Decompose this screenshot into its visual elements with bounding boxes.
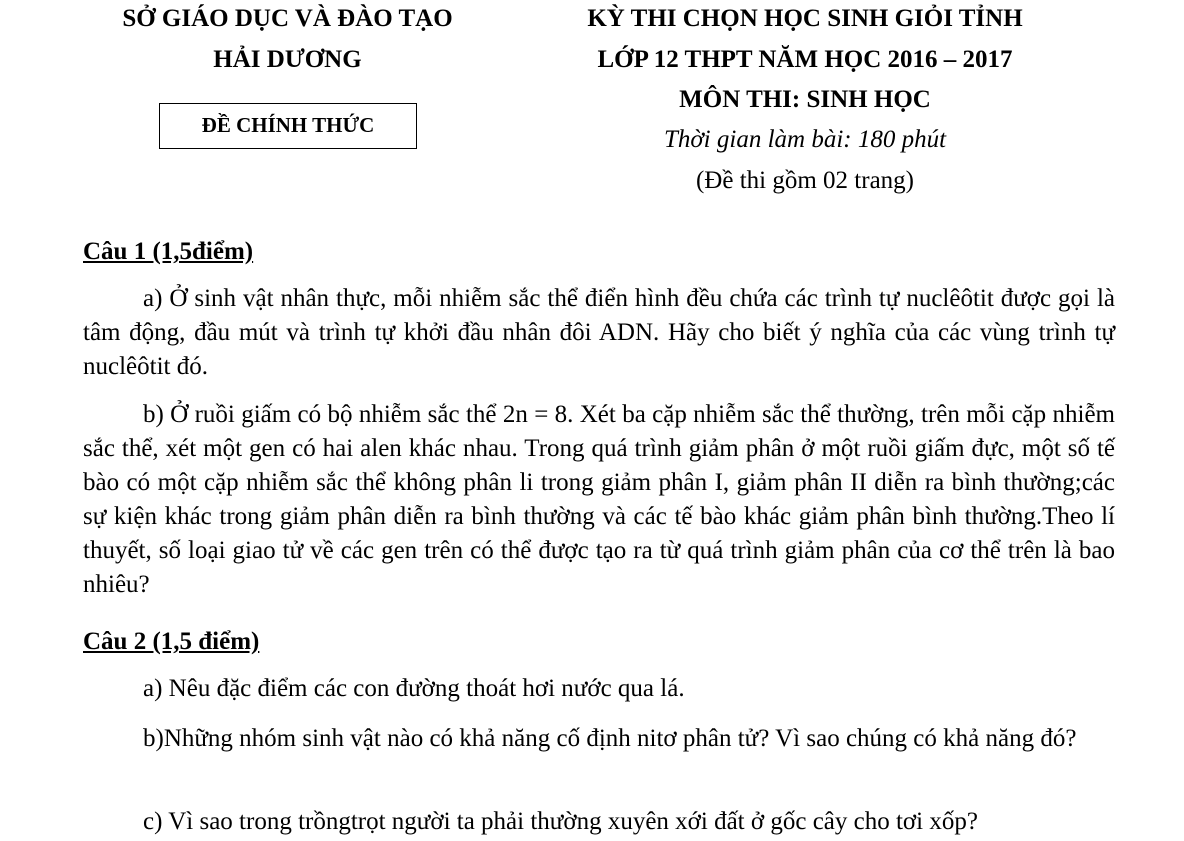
question-1-part-b: b) Ở ruồi giấm có bộ nhiễm sắc thể 2n = 8. Xét ba cặp nhiễm sắc thể thường, trên mỗi cặp nhiễm sắc thể, xét một gen có hai alen khác nhau. Trong quá trình giảm phân ở một ruồi giấm đực, một số tế bào có một cặp nhiễm sắc thể không phân li trong giảm phân I, giảm phân II diễn ra bình thường;các sự kiện khác trong giảm phân diễn ra bình thường và các tế bào khác giảm phân bình thường.Theo lí thuyết, số loại giao tử về các gen trên có thể được tạo ra từ quá trình giảm phân của cơ thể trên là bao nhiêu? [83, 401, 1115, 598]
exam-grade-year: LỚP 12 THPT NĂM HỌC 2016 – 2017 [597, 46, 1013, 73]
question-1-title: Câu 1 (1,5điểm) [83, 238, 254, 265]
official-exam-label: ĐỀ CHÍNH THỨC [159, 103, 417, 149]
question-2-part-a: a) Nêu đặc điểm các con đường thoát hơi nước qua lá. [143, 675, 685, 702]
exam-title: KỲ THI CHỌN HỌC SINH GIỎI TỈNH [587, 5, 1023, 32]
exam-duration: Thời gian làm bài: 180 phút [663, 126, 947, 153]
question-2-title: Câu 2 (1,5 điểm) [83, 628, 260, 655]
question-1-part-a: a) Ở sinh vật nhân thực, mỗi nhiễm sắc thể điển hình đều chứa các trình tự nuclêôtit được gọi là tâm động, đầu mút và trình tự khởi đầu nhân đôi ADN. Hãy cho biết ý nghĩa của các vùng trình tự nuclêôtit đó. [83, 285, 1115, 380]
department-name: SỞ GIÁO DỤC VÀ ĐÀO TẠO [122, 5, 453, 32]
exam-page-count: (Đề thi gồm 02 trang) [695, 167, 914, 194]
question-2-part-b: b)Những nhóm sinh vật nào có khả năng cố định nitơ phân tử? Vì sao chúng có khả năng đó? [143, 725, 1077, 752]
exam-subject: MÔN THI: SINH HỌC [679, 86, 931, 113]
province-name: HẢI DƯƠNG [213, 46, 362, 73]
question-2-part-c: c) Vì sao trong trồngtrọt người ta phải thường xuyên xới đất ở gốc cây cho tơi xốp? [143, 808, 978, 835]
